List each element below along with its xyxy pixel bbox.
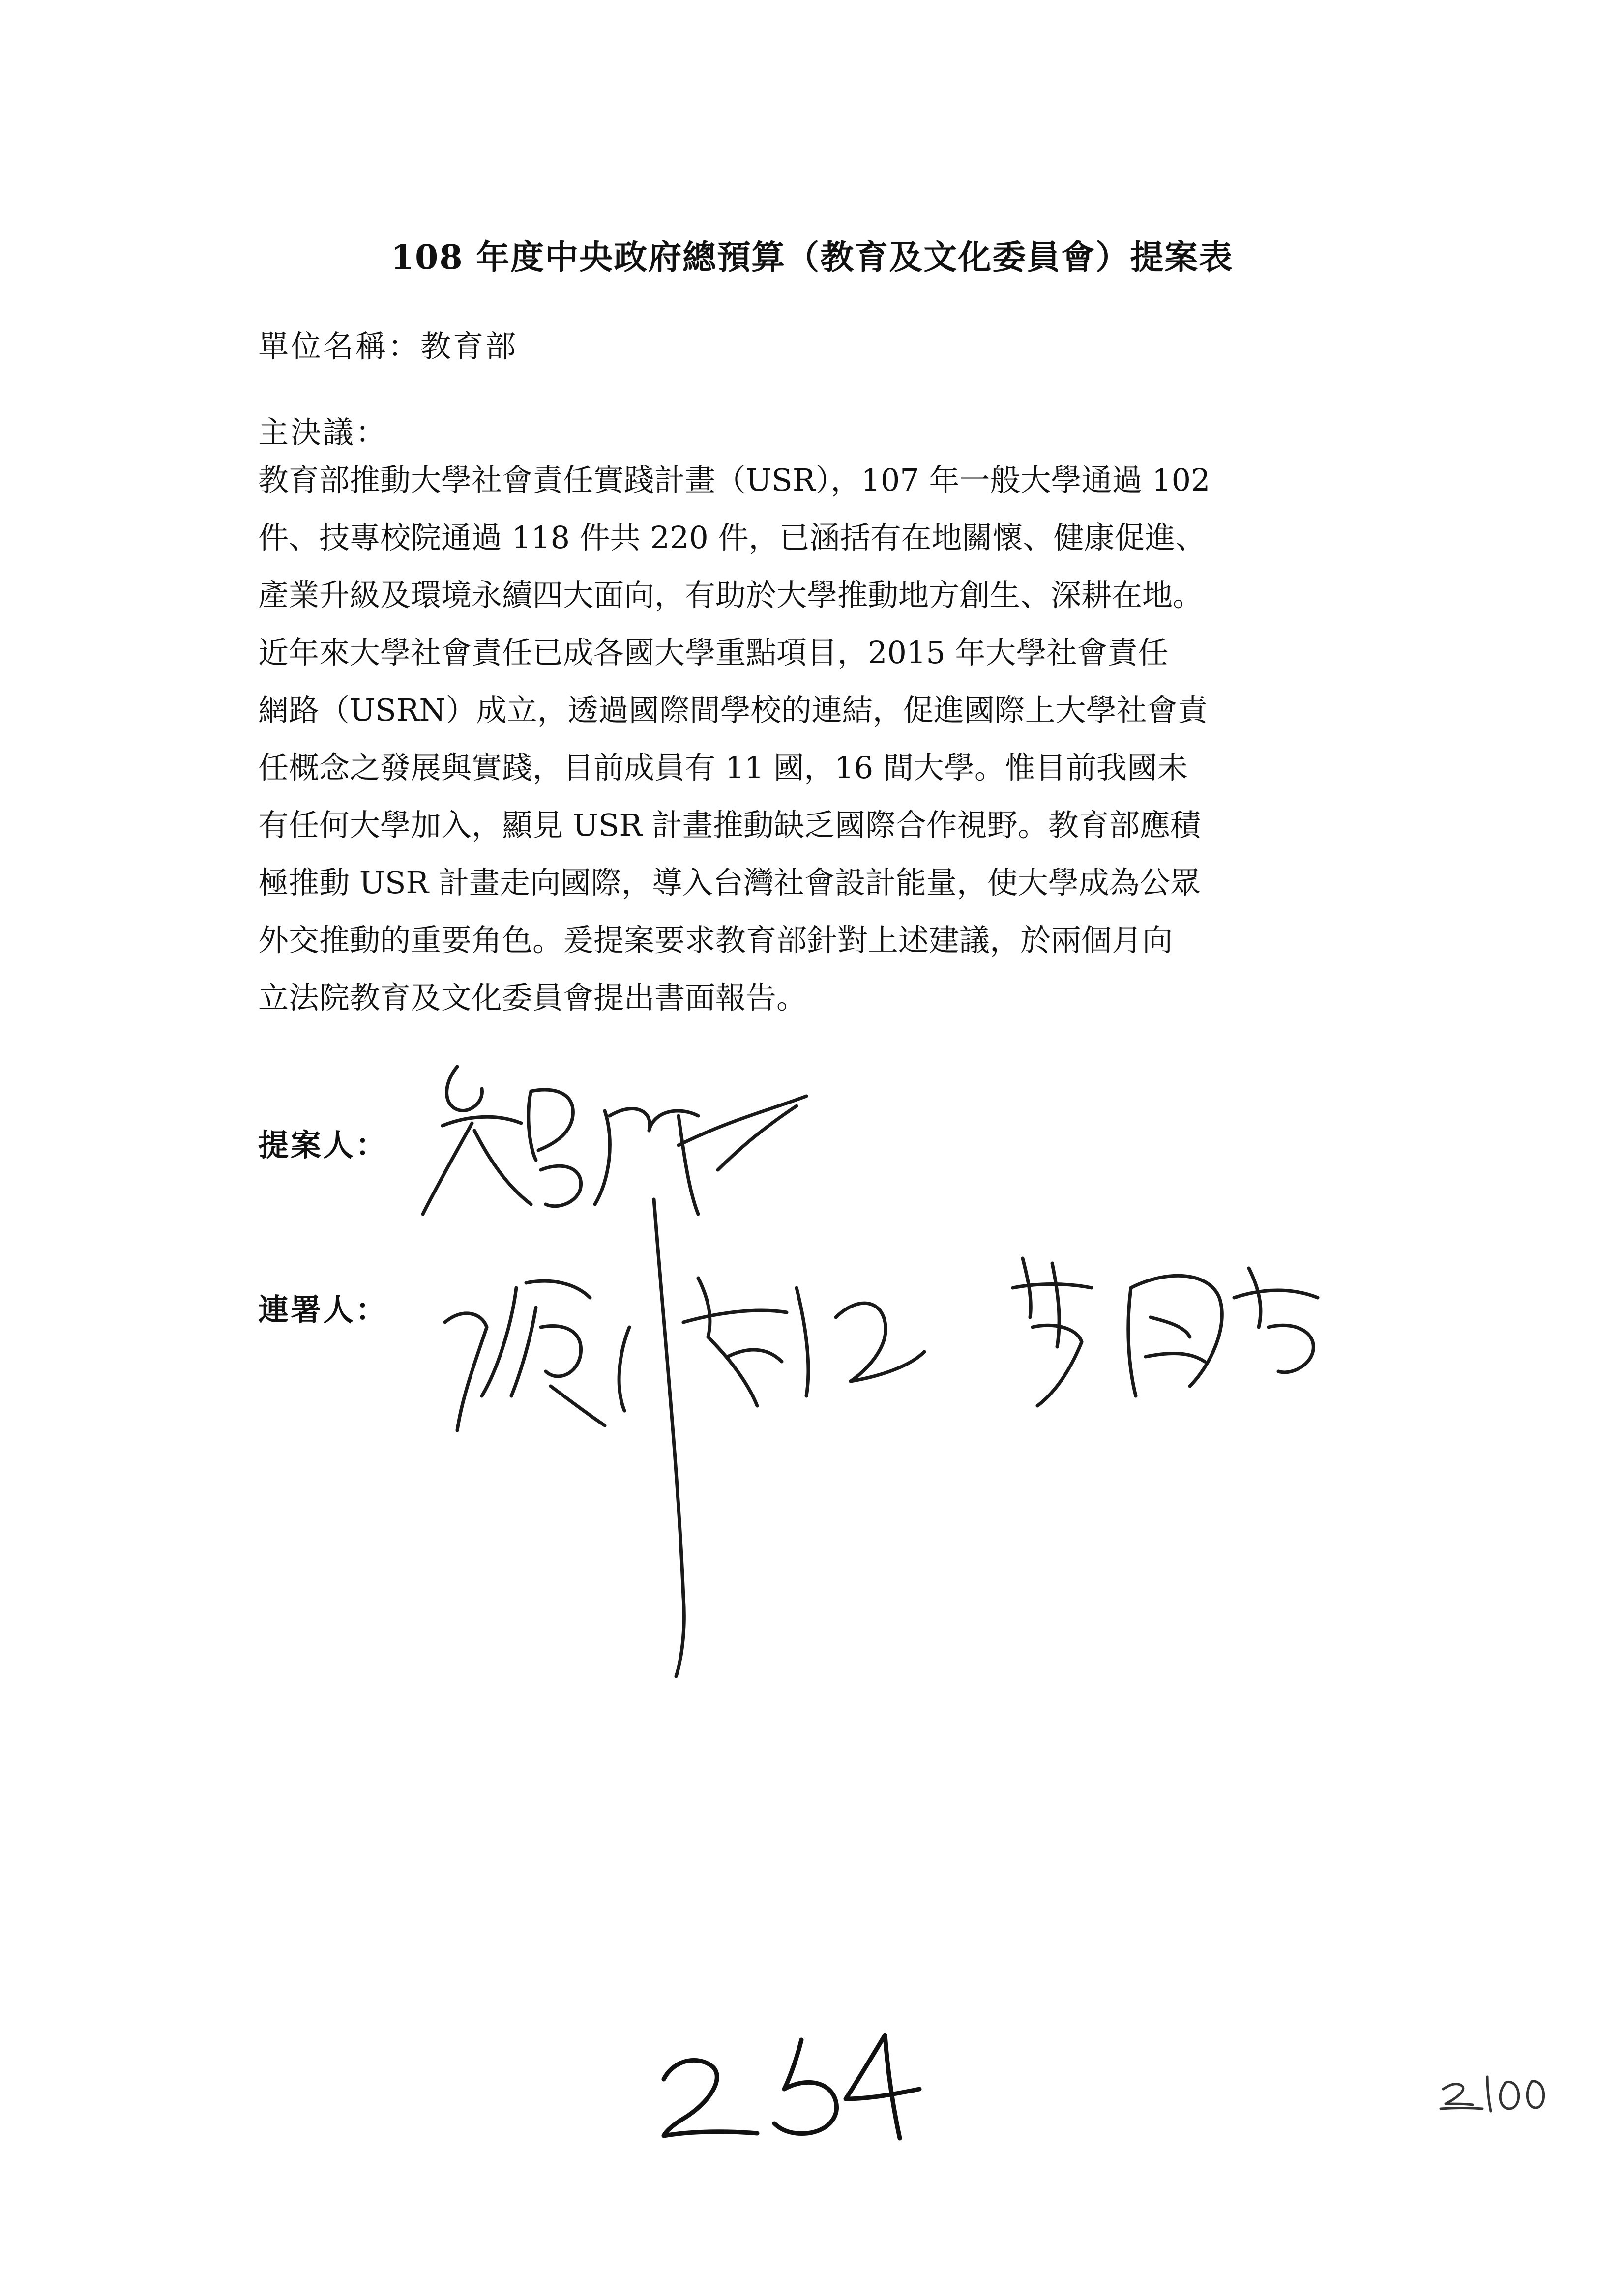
- cosigner-signature-1: [445, 1281, 629, 1430]
- cosigner-signature-2: [683, 1278, 924, 1406]
- proposer-signature: [423, 1067, 806, 1214]
- proposer-label: 提案人：: [258, 1127, 388, 1163]
- resolution-line: 極推動 USR 計畫走向國際，導入台灣社會設計能量，使大學成為公眾: [258, 865, 1201, 901]
- resolution-line: 立法院教育及文化委員會提出書面報告。: [258, 980, 807, 1016]
- document-title: 108 年度中央政府總預算（教育及文化委員會）提案表: [390, 238, 1234, 277]
- resolution-label: 主決議：: [258, 414, 388, 450]
- resolution-line: 外交推動的重要角色。爰提案要求教育部針對上述建議，於兩個月向: [258, 922, 1173, 958]
- resolution-line: 任概念之發展與實踐，目前成員有 11 國，16 間大學。惟目前我國未: [258, 750, 1188, 785]
- cosigner-label: 連署人：: [258, 1292, 388, 1328]
- resolution-line: 教育部推動大學社會責任實踐計畫（USR），107 年一般大學通過 102: [258, 462, 1211, 498]
- resolution-line: 近年來大學社會責任已成各國大學重點項目，2015 年大學社會責任: [258, 635, 1169, 670]
- unit-name: 單位名稱：教育部: [258, 328, 518, 364]
- signature-stroke: [654, 1199, 684, 1676]
- resolution-line: 網路（USRN）成立，透過國際間學校的連結，促進國際上大學社會責: [258, 692, 1208, 728]
- resolution-line: 件、技專校院通過 118 件共 220 件，已涵括有在地關懷、健康促進、: [258, 520, 1206, 555]
- resolution-line: 產業升級及環境永續四大面向，有助於大學推動地方創生、深耕在地。: [258, 577, 1204, 613]
- corner-mark: [1436, 2064, 1549, 2119]
- page-number: [654, 2020, 929, 2143]
- cosigner-signature-3: [1013, 1258, 1318, 1406]
- resolution-line: 有任何大學加入，顯見 USR 計畫推動缺乏國際合作視野。教育部應積: [258, 807, 1201, 843]
